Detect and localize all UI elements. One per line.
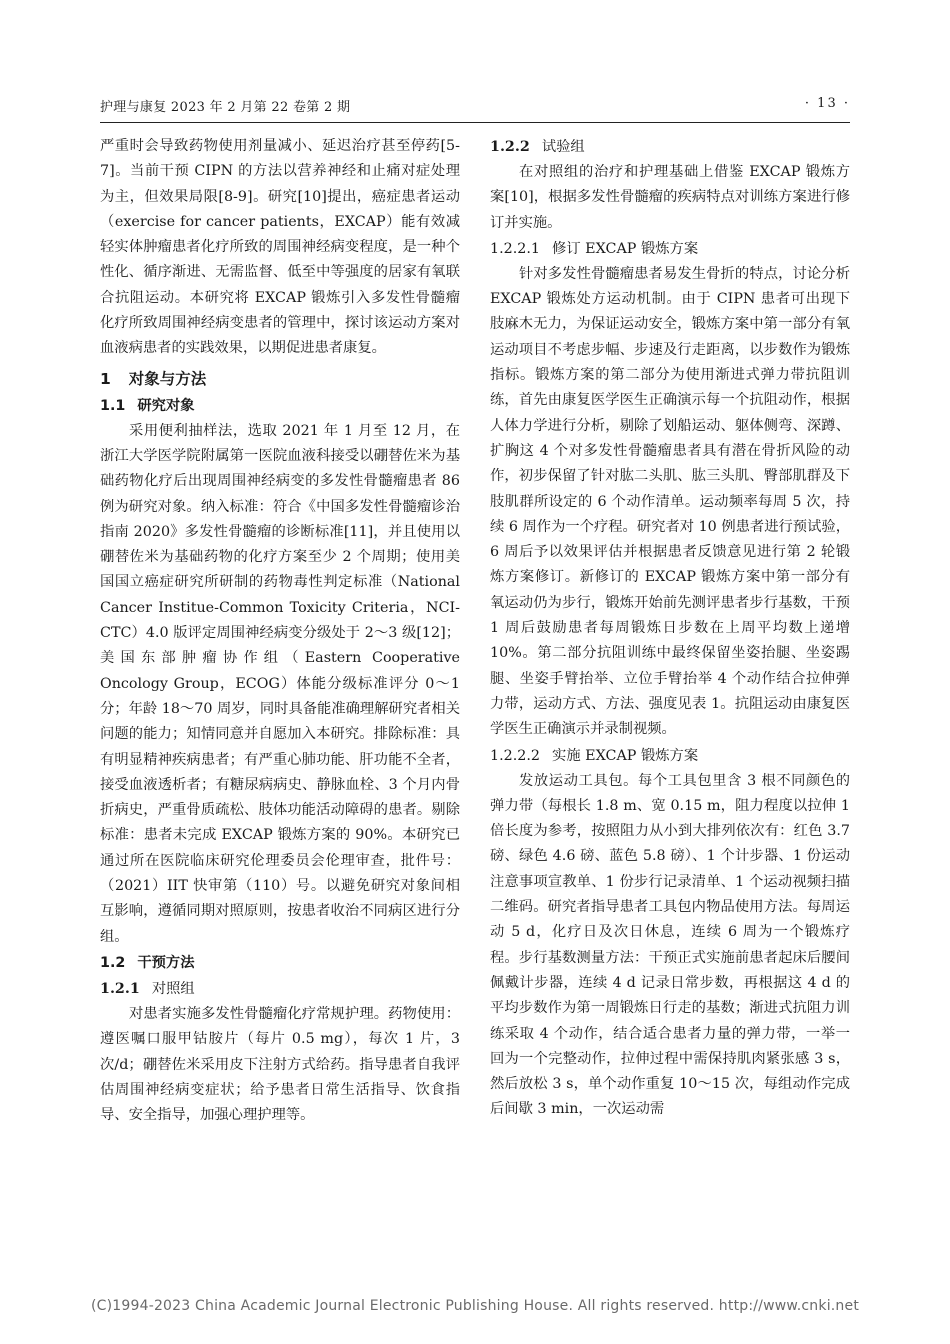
- page-number: · 13 ·: [804, 96, 850, 111]
- revise-excap-paragraph: 针对多发性骨髓瘤患者易发生骨折的特点，讨论分析 EXCAP 锻炼处方运动机制。由于 CIPN 患者可出现下肢麻木无力，为保证运动安全，锻炼方案中第一部分有氧运动项目不考虑步幅、步速及行走距离，以步数作为锻炼指标。锻炼方案的第二部分为使用渐进式弹力带抗阻训练，首先由康复医学医生正确演示每一个抗阻动作，根据人体力学进行分析，剔除了划船运动、躯体侧弯、深蹲、扩胸这 4 个对多发性骨髓瘤患者具有潜在骨折风险的动作，初步保留了针对肱二头肌、肱三头肌、臀部肌群及下肢肌群所设定的 6 个动作清单。运动频率每周 5 次，持续 6 周作为一个疗程。研究者对 10 例患者进行预试验，6 周后予以效果评估并根据患者反馈意见进行第 2 轮锻炼方案修订。新修订的 EXCAP 锻炼方案中第一部分有氧运动仍为步行，锻炼开始前先测评患者步行基数，干预 1 周后鼓励患者每周锻炼日步数在上周平均数上递增 10%。第二部分抗阻训练中最终保留坐姿抬腿、坐姿踢腿、坐姿手臂抬举、立位手臂抬举 4 个动作结合拉伸弹力带，运动方式、方法、强度见表 1。抗阻运动由康复医学医生正确演示并录制视频。: [490, 265, 850, 738]
- section-number: 1: [100, 369, 111, 388]
- subsection-title: 干预方法: [137, 954, 195, 971]
- heading-1-2-2-1: [490, 236, 850, 262]
- experimental-group-paragraph: 在对照组的治疗和护理基础上借鉴 EXCAP 锻炼方案[10]，根据多发性骨髓瘤的疾病特点对训练方案进行修订并实施。: [490, 164, 850, 231]
- subsection-number: 1.2: [100, 954, 126, 971]
- subsubsection-heading-1-2-1: [100, 976, 460, 1002]
- right-column: [490, 134, 850, 1123]
- header-rule: [100, 122, 850, 123]
- study-subjects-paragraph: 采用便利抽样法，选取 2021 年 1 月至 12 月，在浙江大学医学院附属第一医院血液科接受以硼替佐米为基础药物化疗后出现周围神经病变的多发性骨髓瘤患者 86 例为研究对象。纳入标准：符合《中国多发性骨髓瘤诊治指南 2020》多发性骨髓瘤的诊断标准[11]，并且使用以硼替佐米为基础药物的化疗方案至少 2 个周期；使用美国国立癌症研究所研制的药物毒性判定标准（National Cancer Institue-Common Toxicity Criteria，NCI-CTC）4.0 版评定周围神经病变分级处于 2～3 级[12]；美国东部肿瘤协作组（Eastern Cooperative Oncology Group，ECOG）体能分级标准评分 0～1 分；年龄 18～70 周岁，同时具备能准确理解研究者相关问题的能力；知情同意并自愿加入本研究。排除标准：具有明显精神疾病患者；有严重心肺功能、肝功能不全者，接受血液透析者；有糖尿病病史、静脉血栓、3 个月内骨折病史，严重骨质疏松、肢体功能活动障碍的患者。剔除标准：患者未完成 EXCAP 锻炼方案的 90%。本研究已通过所在医院临床研究伦理委员会伦理审查，批件号：（2021）IIT 快审第（110）号。以避免研究对象间相互影响，遵循同期对照原则，按患者收治不同病区进行分组。: [100, 422, 461, 945]
- subsubsection-number: 1.2.1: [100, 980, 140, 997]
- intro-paragraph: 严重时会导致药物使用剂量减小、延迟治疗甚至停药[5-7]。当前干预 CIPN 的方法以营养神经和止痛对症处理为主，但效果局限[8-9]。研究[10]提出，癌症患者运动（exercise for cancer patients，EXCAP）能有效减轻实体肿瘤患者化疗所致的周围神经病变程度，是一种个性化、循序渐进、无需监督、低至中等强度的居家有氧联合抗阻运动。本研究将 EXCAP 锻炼引入多发性骨髓瘤化疗所致周围神经病变患者的管理中，探讨该运动方案对血液病患者的实践效果，以期促进患者康复。: [100, 138, 460, 357]
- subsection-heading-1-2: [100, 950, 460, 976]
- control-group-paragraph: 对患者实施多发性骨髓瘤化疗常规护理。药物使用：遵医嘱口服甲钴胺片（每片 0.5 mg），每次 1 片，3 次/d；硼替佐米采用皮下注射方式给药。指导患者自我评估周围神经病变症状；给予患者日常生活指导、饮食指导、安全指导，加强心理护理等。: [100, 1005, 460, 1124]
- heading-title: 实施 EXCAP 锻炼方案: [552, 747, 699, 764]
- subsubsection-title: 对照组: [151, 980, 195, 997]
- subsubsection-heading-1-2-2: [490, 134, 850, 160]
- subsection-heading-1-1: [100, 393, 460, 419]
- subsection-title: 研究对象: [137, 397, 195, 414]
- journal-title: 护理与康复 2023 年 2 月第 22 卷第 2 期: [100, 100, 351, 115]
- heading-title: 修订 EXCAP 锻炼方案: [552, 240, 699, 257]
- heading-number: 1.2.2.2: [490, 747, 541, 764]
- subsubsection-number: 1.2.2: [490, 139, 530, 155]
- subsubsection-title: 试验组: [541, 139, 585, 155]
- implement-excap-paragraph: 发放运动工具包。每个工具包里含 3 根不同颜色的弹力带（每根长 1.8 m、宽 0.15 m，阻力程度以拉伸 1 倍长度为参考，按照阻力从小到大排列依次有：红色 3.7 磅、绿色 4.6 磅、蓝色 5.8 磅）、1 个计步器、1 份运动注意事项宣教单、1 份步行记录清单、1 个运动视频扫描二维码。研究者指导患者工具包内物品使用方法。每周运动 5 d，化疗日及次日休息，连续 6 周为一个锻炼疗程。步行基数测量方法：干预正式实施前患者起床后腰间佩戴计步器，连续 4 d 记录日常步数，再根据这 4 d 的平均步数作为第一周锻炼日行走的基数；渐进式抗阻力训练采取 4 个动作，结合适合患者力量的弹力带，一举一回为一个完整动作，拉伸过程中需保持肌肉紧张感 3 s，然后放松 3 s，单个动作重复 10～15 次，每组动作完成后间歇 3 min，一次运动需: [490, 772, 850, 1118]
- section-heading-1: [100, 366, 460, 393]
- running-header: [100, 96, 850, 116]
- subsection-number: 1.1: [100, 397, 126, 414]
- copyright-footer: (C)1994-2023 China Academic Journal Electronic Publishing House. All rights reserved. http://www.cnki.net: [90, 1298, 860, 1314]
- heading-number: 1.2.2.1: [490, 240, 541, 257]
- heading-1-2-2-2: [490, 743, 850, 769]
- left-column: [100, 134, 460, 1128]
- section-title: 对象与方法: [128, 369, 207, 388]
